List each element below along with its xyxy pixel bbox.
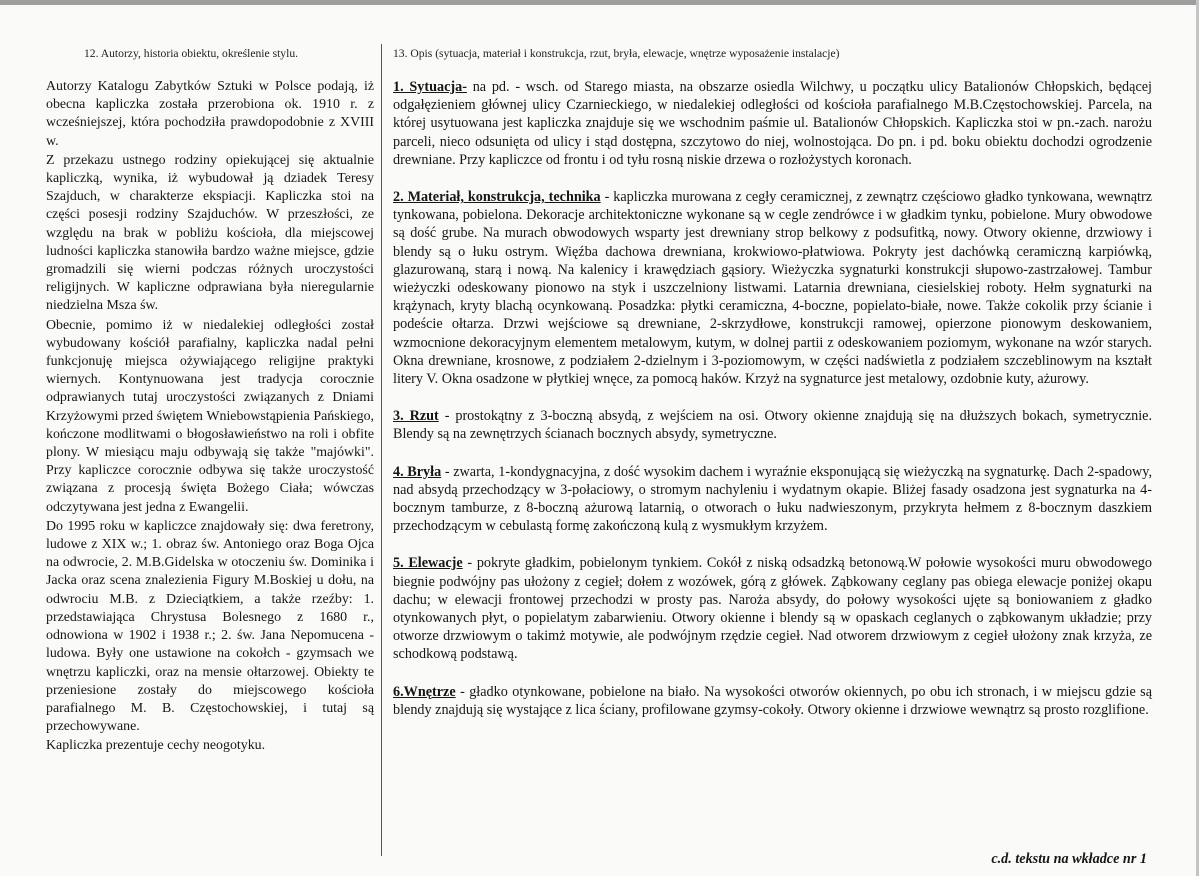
section-text: - gładko otynkowane, pobielone na biało. Na wysokości otworów okiennych, po obu ich stronach, i w miejscu gdzie są blendy znajdują się wystające z lica ściany, profilowane gzymsy-cokoły. Otwory okienne i drzwiowe wewnątrz są prosto rozglifione. bbox=[393, 683, 1152, 718]
history-paragraph: Z przekazu ustnego rodziny opiekującej się aktualnie kapliczką, wynika, iż wybudował ją dziadek Teresy Szajduch, w charakterze ekspiacji. Kapliczka stoi na części posesji rodziny Szajduchów. W przeszłości, ze względu na brak w pobliżu kościoła, dla miejscowej ludności kapliczka stanowiła bardzo ważne miejsce, gdzie gromadzili się wierni podczas różnych uroczystości religijnych. W kapliczne odprawiana była nieregularnie niedzielna Msza św. bbox=[46, 152, 374, 314]
section-title: 4. Bryła bbox=[393, 463, 442, 480]
scan-top-edge bbox=[0, 0, 1199, 5]
history-heading: 12. Autorzy, historia obiektu, określenie stylu. bbox=[84, 47, 299, 60]
history-paragraph: Do 1995 roku w kapliczce znajdowały się: dwa feretrony, ludowe z XIX w.; 1. obraz św. Antoniego oraz Boga Ojca na odwrocie, 2. M.B.Gidelska w otoczeniu św. Dominika i Jacka oraz scena znalezienia Figury M.Boskiej u dołu, na odwrociu M.B. z Dzieciątkiem, a także rzeźby: 1. przedstawiająca Chrystusa Bolesnego z 1680 r., odnowiona w 1902 i 1938 r.; 2. św. Jana Nepomucena - ludowa. Były one ustawione na cokołch - gzymsach we wnętrzu kapliczki, oraz na mensie ołtarzowej. Obiekty te przeniesione zostały do miejscowego kościoła parafialnego M. B. Częstochowskiej, i tutaj są przechowywane. bbox=[46, 518, 374, 735]
section-text: - prostokątny z 3-boczną absydą, z wejściem na osi. Otwory okienne znajdują się na dłuższych bokach, symetrycznie. Blendy są na zewnętrzych ścianach bocznych absydy, symetryczne. bbox=[393, 408, 1152, 443]
description-heading: 13. Opis (sytuacja, materiał i konstrukcja, rzut, bryła, elewacje, wnętrze wyposażenie instalacje) bbox=[393, 47, 840, 60]
section-text: - zwarta, 1-kondygnacyjna, z dość wysokim dachem i wyraźnie eksponującą się wieżyczką na sygnaturkę. Dach 2-spadowy, nad absydą przechodzący w 3-połaciowy, o stromym nachyleniu i wydatnym okapie. Bliżej fasady osadzona jest sygnaturka na 4-bocznym tamburze, z 8-boczną ażurową latarnią, o otworach o łuku nadwieszonym, przykryta hełmem z 8-bocznym daszkiem przechodzącym w cebulastą formę zakończoną kulą z wysmukłym krzyżem. bbox=[393, 463, 1152, 535]
section-title: 5. Elewacje bbox=[393, 555, 463, 572]
section-interior bbox=[393, 683, 1152, 719]
section-body bbox=[393, 463, 1152, 536]
section-title: 6.Wnętrze bbox=[393, 683, 456, 700]
column-divider bbox=[381, 44, 382, 856]
section-situation bbox=[393, 78, 1152, 169]
section-text: na pd. - wsch. od Starego miasta, na obszarze osiedla Wilchwy, u początku ulicy Batalionów Chłopskich, będącej odgałęzieniem głównej ulicy Czarnieckiego, w niedalekiej odległości od kościoła parafialnego M.B.Częstochowskiej. Parcela, na której usytuowana jest kapliczka znajduje się we wschodnim paśmie ul. Batalionów Chłopskich. Kapliczka stoi w pn.-zach. narożu parceli, nieco odsunięta od ulicy i stąd dostępna, szczytowo do niej, wolnostojąca. Do pn. i pd. boku obiektu dochodzi ogrodzenie drewniane. Przy kapliczce od frontu i od tyłu rosną niskie drzewa o rozłożystych koronach. bbox=[393, 79, 1152, 168]
history-column bbox=[46, 46, 374, 756]
section-title: 1. Sytuacja- bbox=[393, 79, 467, 95]
history-paragraph: Obecnie, pomimo iż w niedalekiej odległości został wybudowany kościół parafialny, kapliczka nadal pełni funkcjonuję miejsca ożywiającego religijne praktyki wiernych. Kontynuowana jest tradycja corocznie odprawianych tutaj uroczystości związanych z Dniami Krzyżowymi przed świętem Wniebowstąpienia Pańskiego, kończone modlitwami o błogosławieństwo na roli i obfite plony. W miesiącu maju odbywają się także "majówki". Przy kapliczce corocznie odbywa się także uroczystość związana z procesją święta Bożego Ciała; wówczas odczytywana jest jedna z Ewangelii. bbox=[46, 317, 374, 515]
section-title: 2. Materiał, konstrukcja, technika bbox=[393, 189, 601, 206]
section-plan bbox=[393, 407, 1152, 443]
section-material bbox=[393, 188, 1152, 388]
style-paragraph: Kapliczka prezentuje cechy neogotyku. bbox=[46, 738, 266, 754]
description-column bbox=[393, 46, 1152, 719]
section-title: 3. Rzut bbox=[393, 408, 439, 425]
section-text: - kapliczka murowana z cegły ceramicznej, z zewnątrz częściowo gładko tynkowana, wewnątrz tynkowana, pobielona. Dekoracje architektoniczne wykonane są w cegle zendrówce i w gładkim tynku, pobielone. Mury obwodowe są dość grube. Na murach obwodowych wsparty jest drewniany strop belkowy z podsufitką, nowy. Otwory okienne, drzwiowy i blendy są o łuku ostrym. Więźba dachowa drewniana, krokwiowo-płatwiowa. Pokryty jest dachówką ceramiczną karpiówką, glazurowaną, starą i nową. Na kalenicy i krawędziach gąsiory. Wieżyczka sygnaturki konstrukcji słupowo-zastrzałowej. Tambur wieżyczki odeskowany pionowo na styk i uszczelniony listwami. Latarnia drewniana, ciesielskiej roboty. Hełm sygnaturki na krążynach, kryty blachą ocynkowaną. Posadzka: płytki ceramiczna, 4-boczne, popielato-białe, nowe. Także cokolik przy ścianie i podeście ołtarza. Drzwi wejściowe są drewniane, 2-skrzydłowe, konstrukcji ramowej, opierzone pionowym deskowaniem, wzmocnione dekoracyjnym elementem metalowym, kutym, w dolnej partii z odeskowaniem poziomym, wykonane na wzór starych. Okna drewniane, krosnowe, z podziałem 2-dzielnym i 3-poziomowym, w części nadświetla z podziałem szczeblinowym na kształt litery V. Okna osadzone w płytkiej wnęce, za pomocą haków. Krzyż na sygnaturce jest metalowy, ozdobnie kuty, ażurowy. bbox=[393, 189, 1152, 388]
section-elevations bbox=[393, 554, 1152, 663]
section-text: - pokryte gładkim, pobielonym tynkiem. Cokół z niską odsadzką betonową.W połowie wysokości muru obwodowego biegnie podwójny pas ułożony z cegieł; dołem z wozówek, górą z główek. Ząbkowany ceglany pas obiega elewacje poniżej okapu dachu; w elewacji frontowej przechodzi w prosty pas. Naroża absydy, do połowy wysokości ujęte są boniowaniem z gładko otynkowanych płyt, o popielatym zabarwieniu. Otwory okienne i blendy są w opaskach ceglanych o ząbkowanym układzie; przy otworze drzwiowym o takimż motywie, ale podwójnym rzędzie cegieł. Nad otworem drzwiowym z cegieł ułożony znak krzyża, ze schodkową podstawą. bbox=[393, 555, 1152, 663]
continuation-note: c.d. tekstu na wkładce nr 1 bbox=[991, 851, 1147, 867]
history-paragraph: Autorzy Katalogu Zabytków Sztuki w Polsce podają, iż obecna kapliczka została przerobiona ok. 1910 r. z wcześniejszej, która pochodziła prawdopodobnie z XVIII w. bbox=[46, 79, 374, 149]
